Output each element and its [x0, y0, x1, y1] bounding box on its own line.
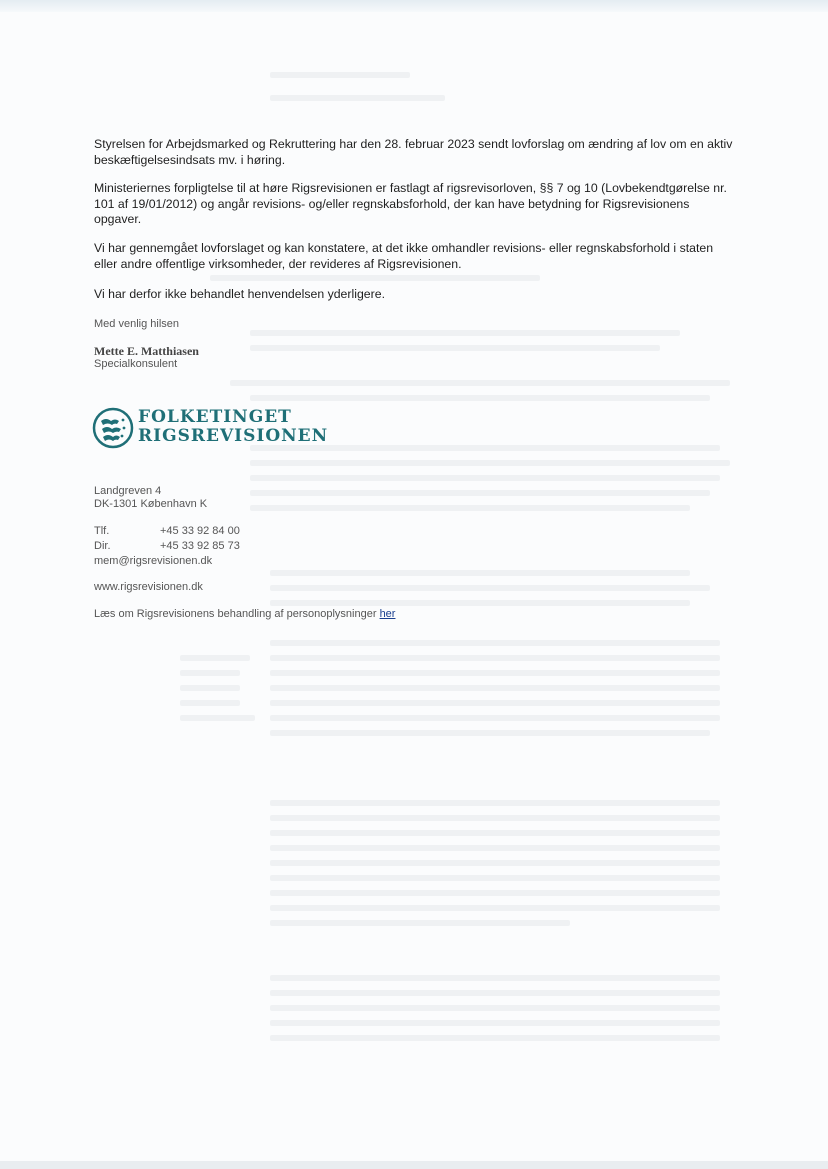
- bleed-through-text: [180, 715, 255, 721]
- paragraph-review: Vi har gennemgået lovforslaget og kan konstatere, at det ikke omhandler revisions- eller regnskabsforhold i staten eller andre offentlige virksomheder, der revideres af Rigsrevisionen.: [94, 241, 714, 271]
- bleed-through-text: [270, 845, 720, 851]
- bleed-through-text: [250, 460, 730, 466]
- rigsrevisionen-logo: [92, 406, 329, 452]
- scan-top-edge: [0, 0, 828, 12]
- signatory-title: Specialkonsulent: [94, 358, 178, 370]
- paragraph-obligation: Ministeriernes forpligtelse til at høre Rigsrevisionen er fastlagt af rigsrevisorloven, §§ 7 og 10 (Lovbekendtgørelse nr. 101 af 19/01/2012) og angår revisions- og/eller regnskabsforhold, der kan have betydning for Rigsrevisionens opgaver.: [94, 181, 727, 226]
- paragraph-conclusion: Vi har derfor ikke behandlet henvendelsen yderligere.: [94, 287, 385, 301]
- bleed-through-text: [270, 800, 720, 806]
- website: www.rigsrevisionen.dk: [94, 581, 203, 593]
- bleed-through-text: [270, 685, 720, 691]
- logo-line-rigsrevisionen: RIGSREVISIONEN: [138, 426, 329, 446]
- bleed-through-text: [270, 670, 720, 676]
- bleed-through-text: [270, 600, 690, 606]
- bleed-through-text: [250, 490, 710, 496]
- bleed-through-text: [250, 330, 680, 336]
- bleed-through-text: [270, 655, 720, 661]
- logo-line-folketinget: FOLKETINGET: [138, 407, 292, 427]
- bleed-through-text: [270, 905, 720, 911]
- bleed-through-text: [270, 730, 710, 736]
- paragraph-hearing: Styrelsen for Arbejdsmarked og Rekruttering har den 28. februar 2023 sendt lovforslag om ændring af lov om en aktiv beskæftigelsesindsats mv. i høring.: [94, 137, 733, 167]
- bleed-through-text: [180, 685, 240, 691]
- bleed-through-text: [270, 920, 570, 926]
- bleed-through-text: [270, 1005, 720, 1011]
- privacy-notice: [94, 608, 395, 620]
- phone-number: +45 33 92 84 00: [160, 525, 240, 537]
- bleed-through-text: [270, 860, 720, 866]
- phone-label: Tlf.: [94, 525, 110, 537]
- bleed-through-text: [210, 275, 540, 281]
- bleed-through-text: [270, 990, 720, 996]
- coat-of-arms-icon: [92, 406, 134, 450]
- logo-wordmark: [138, 408, 328, 446]
- bleed-through-text: [180, 655, 250, 661]
- direct-phone-number: +45 33 92 85 73: [160, 540, 240, 552]
- privacy-text: Læs om Rigsrevisionens behandling af personoplysninger: [94, 608, 380, 620]
- bleed-through-text: [270, 72, 410, 78]
- bleed-through-text: [180, 670, 240, 676]
- bleed-through-text: [270, 585, 710, 591]
- bleed-through-text: [270, 715, 720, 721]
- bleed-through-text: [230, 380, 730, 386]
- bleed-through-text: [270, 830, 720, 836]
- bleed-through-text: [270, 815, 720, 821]
- bleed-through-text: [270, 700, 720, 706]
- bleed-through-text: [270, 975, 720, 981]
- bleed-through-text: [270, 875, 720, 881]
- signatory-name: Mette E. Matthiasen: [94, 344, 199, 358]
- direct-phone-label: Dir.: [94, 540, 111, 552]
- bleed-through-text: [270, 890, 720, 896]
- bleed-through-text: [250, 475, 720, 481]
- bleed-through-text: [270, 640, 720, 646]
- bleed-through-text: [270, 1035, 720, 1041]
- bleed-through-text: [270, 95, 445, 101]
- bleed-through-text: [250, 395, 710, 401]
- privacy-link[interactable]: her: [379, 608, 396, 620]
- greeting: Med venlig hilsen: [94, 318, 179, 330]
- bleed-through-text: [270, 570, 690, 576]
- address-street: Landgreven 4: [94, 485, 162, 497]
- address-postal: DK-1301 København K: [94, 498, 208, 510]
- scan-bottom-edge: [0, 1161, 828, 1169]
- bleed-through-text: [180, 700, 240, 706]
- email-address: mem@rigsrevisionen.dk: [94, 555, 213, 567]
- bleed-through-text: [270, 1020, 720, 1026]
- bleed-through-text: [250, 345, 660, 351]
- bleed-through-text: [250, 505, 690, 511]
